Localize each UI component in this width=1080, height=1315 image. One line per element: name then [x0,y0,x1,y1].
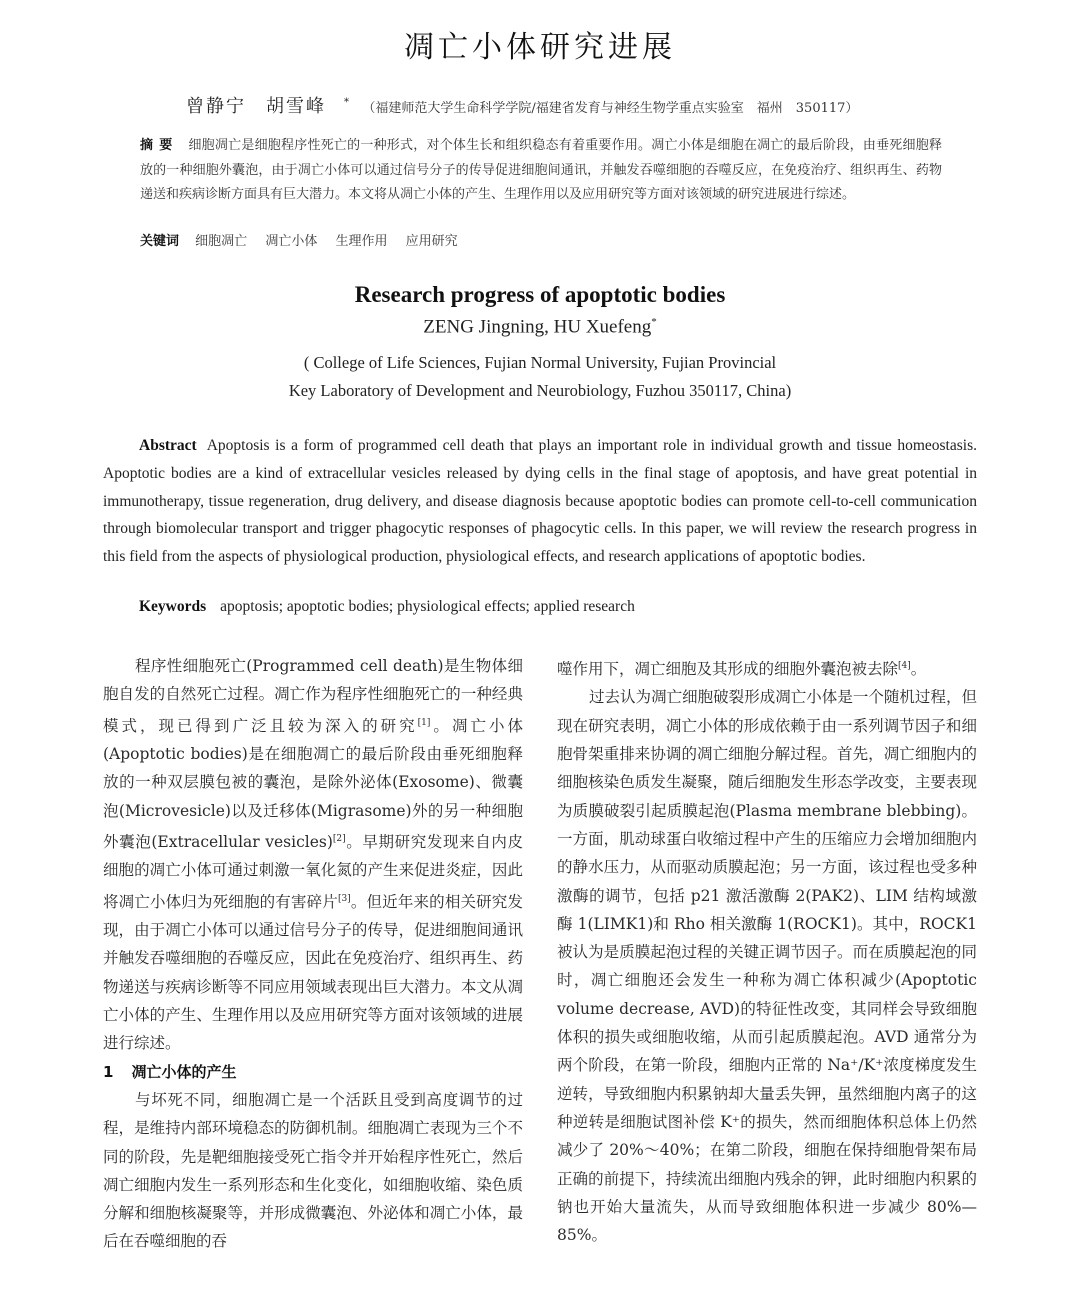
chinese-abstract-text: 细胞凋亡是细胞程序性死亡的一种形式，对个体生长和组织稳态有着重要作用。凋亡小体是细胞在凋亡的最后阶段，由垂死细胞释放的一种细胞外囊泡，由于凋亡小体可以通过信号分子的传导促进细胞间通讯，并触发吞噬细胞的吞噬反应，在免疫治疗、组织再生、药物递送和疾病诊断方面具有巨大潜力。本文将从凋亡小体的产生、生理作用以及应用研究等方面对该领域的研究进展进行综述。 [140,138,942,202]
section-number: 1 [103,1062,114,1081]
section1-paragraph-2: 过去认为凋亡细胞破裂形成凋亡小体是一个随机过程，但现在研究表明，凋亡小体的形成依赖于由一系列调节因子和细胞骨架重排来协调的凋亡细胞分解过程。首先，凋亡细胞内的细胞核染色质发生凝聚，随后细胞发生形态学改变，主要表现为质膜破裂引起质膜起泡(Plasma membrane blebbing)。一方面，肌动球蛋白收缩过程中产生的压缩应力会增加细胞内的静水压力，从而驱动质膜起泡；另一方面，该过程也受多种激酶的调节，包括 p21 激活激酶 2(PAK2)、LIM 结构域激酶 1(LIMK1)和 Rho 相关激酶 1(ROCK1)。其中，ROCK1 被认为是质膜起泡过程的关键正调节因子。而在质膜起泡的同时，凋亡细胞还会发生一种称为凋亡体积减少(Apoptotic volume decrease, AVD)的特征性改变，其同样会导致细胞体积的损失或细胞收缩，从而引起质膜起泡。AVD 通常分为两个阶段，在第一阶段，细胞内正常的 Na⁺/K⁺浓度梯度发生逆转，导致细胞内积累钠却大量丢失钾，虽然细胞内离子的这种逆转是细胞试图补偿 K⁺的损失，然而细胞体积总体上仍然减少了 20%～40%；在第二阶段，细胞在保持细胞骨架布局正确的前提下，持续流出细胞内残余的钾，此时细胞内积累的钠也开始大量流失，从而导致细胞体积进一步减少 80%—85%。 [557,688,977,1245]
intro-text: 程序性细胞死亡(Programmed cell death)是生物体细胞自发的自然死亡过程。凋亡作为程序性细胞死亡的一种经典模式，现已得到广泛且较为深入的研究 [103,657,523,735]
body-column-left [103,652,523,1256]
corresponding-author-mark: * [344,97,349,109]
chinese-abstract [140,134,942,208]
chinese-authors: 曾静宁 胡雪峰 [186,96,326,117]
corresponding-author-mark: * [651,316,657,328]
citation-2[interactable]: [2] [332,833,346,844]
chinese-abstract-label: 摘要 [140,138,179,153]
section1-paragraph-1: 与坏死不同，细胞凋亡是一个活跃且受到高度调节的过程，是维持内部环境稳态的防御机制。细胞凋亡表现为三个不同的阶段，先是靶细胞接受死亡指令并开始程序性死亡，然后凋亡细胞内发生一系列形态和生化变化，如细胞收缩、染色质分解和细胞核凝聚等，并形成微囊泡、外泌体和凋亡小体，最后在吞噬细胞的吞 [103,1090,523,1251]
section-title: 凋亡小体的产生 [131,1062,237,1081]
citation-1[interactable]: [1] [417,717,431,728]
citation-4[interactable]: [4] [898,661,911,671]
english-author-line [0,316,1080,338]
chinese-title: 凋亡小体研究进展 [404,30,676,65]
keyword: 生理作用 [335,234,388,249]
intro-text: 。早期研究发现来自内皮细胞的凋亡小体可通过刺激一氧化氮的产生来促进炎症，因此将凋亡小体归为死细胞的有害碎片 [103,833,523,911]
english-abstract-label: Abstract [139,437,197,454]
intro-text: 。但近年来的相关研究发现，由于凋亡小体可以通过信号分子的传导，促进细胞间通讯并触发吞噬细胞的吞噬反应，因此在免疫治疗、组织再生、药物递送与疾病诊断等不同应用领域表现出巨大潜力。本文从凋亡小体的产生、生理作用以及应用研究等方面对该领域的进展进行综述。 [103,892,523,1053]
english-keywords [139,598,635,616]
intro-paragraph [103,652,523,1058]
chinese-author-line [186,92,858,118]
chinese-keywords-label: 关键词 [140,234,180,249]
english-keywords-text: apoptosis; apoptotic bodies; physiological effects; applied research [220,598,635,615]
chinese-keywords [140,230,472,249]
keyword: 凋亡小体 [265,234,318,249]
keyword: 应用研究 [405,234,458,249]
english-title: Research progress of apoptotic bodies [354,282,726,307]
paragraph-text: 噬作用下，凋亡细胞及其形成的细胞外囊泡被去除 [557,660,899,679]
paragraph-text: 。 [910,660,927,679]
english-abstract-text: Apoptosis is a form of programmed cell death that plays an important role in individual growth and tissue homeostasis. Apoptotic bodies are a kind of extracellular vesicles released by dying cells in the final stage of apoptosis, and have great potential in immunotherapy, tissue regeneration, drug delivery, and disease diagnosis because apoptotic bodies can promote cell-to-cell communication through biomolecular transport and trigger phagocytic responses of phagocytic cells. In this paper, we will review the research progress in this field from the aspects of physiological production, physiological effects, and research applications of apoptotic bodies. [103,437,977,566]
chinese-affiliation: （福建师范大学生命科学学院/福建省发育与神经生物学重点实验室 福州 350117） [362,101,859,116]
body-column-right [557,652,977,1249]
english-authors: ZENG Jingning, HU Xuefeng [423,316,652,338]
section1-paragraph-1-continued [557,652,977,683]
intro-text: 。凋亡小体(Apoptotic bodies)是在细胞凋亡的最后阶段由垂死细胞释放的一种双层膜包被的囊泡，是除外泌体(Exosome)、微囊泡(Microvesicle)以及迁移体(Migrasome)外的另一种细胞外囊泡(Extracellular vesicles) [103,716,523,852]
citation-3[interactable]: [3] [337,893,351,904]
english-abstract [103,432,977,571]
section-heading-1 [103,1058,523,1086]
keyword: 细胞凋亡 [195,234,248,249]
english-affiliation [0,349,1080,405]
affiliation-line-2: Key Laboratory of Development and Neurobiology, Fuzhou 350117, China) [288,381,792,400]
english-keywords-label: Keywords [139,598,207,615]
affiliation-line-1: ( College of Life Sciences, Fujian Normal University, Fujian Provincial [303,353,777,372]
